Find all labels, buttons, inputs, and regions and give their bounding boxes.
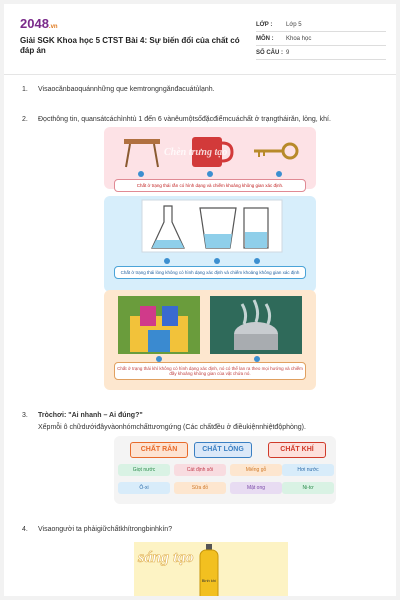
header-divider [4,74,396,75]
stool-icon [124,139,160,144]
figure-caption-gas: Chất ở trạng thái khí không có hình dạng xác định, nó có thể lan ra theo mọi hướng và chiếm đầy khoảng không gian của vật chứa nó. [114,362,306,380]
svg-text:Binh khí: Binh khí [201,578,217,583]
figure-caption-liquid: Chất ở trạng thái lỏng không có hình dạng xác định và chiếm khoảng không gian xác định [114,266,306,279]
page-title: Giải SGK Khoa học 5 CTST Bài 4: Sự biến đổi của chất có đáp án [20,36,240,55]
question-3: 3. Tròchơi: "Ai nhanh – Ai đúng?" [22,412,143,419]
word-tile[interactable]: Sữa đỏ [174,482,226,494]
group-liquid[interactable]: CHẤT LỎNG [194,442,252,458]
question-4: 4. Visaongười ta phảigiữchấtkhítrongbinhkín? [22,526,173,533]
site-logo[interactable]: 2048.vn [20,16,58,31]
watermark-text: sáng tạo [138,549,194,566]
document-page [4,4,396,596]
question-3-instruction: Xếpmỗi ô chữdướiđâyvàonhómchấttươngứng (Các chấtđều ở điềukiệnnhiệtđộphòng). [38,424,306,431]
word-tile[interactable]: Giọt nước [118,464,170,476]
group-solid[interactable]: CHẤT RẮN [130,442,188,458]
figure-solid [104,127,316,189]
meta-row-subject: MÔN : Khoa học [256,32,386,46]
marker-4 [164,258,170,264]
marker-2 [207,171,213,177]
meta-row-count: SỐ CÂU : 9 [256,46,386,60]
word-tile[interactable]: Ô-xi [118,482,170,494]
marker-5 [214,258,220,264]
marker-6 [254,258,260,264]
word-tile[interactable]: Cát định sôi [174,464,226,476]
word-tile[interactable]: Hơi nước [282,464,334,476]
marker-1 [138,171,144,177]
gas-cylinder-illustration [134,542,288,596]
meta-table [256,18,386,60]
word-tile[interactable]: Mật ong [230,482,282,494]
word-tile[interactable]: Ni-tơ [282,482,334,494]
gas-cylinder-icon [200,550,218,596]
meta-row-grade: LỚP : Lớp 5 [256,18,386,32]
solid-objects-illustration [104,131,316,175]
figure-liquid [104,196,316,292]
marker-3 [276,171,282,177]
watermark-text: Chèn trưng tạo [164,147,228,158]
gas-objects-illustration [104,294,316,356]
figure-gas [104,290,316,390]
question-2: 2. Đọcthông tin, quansátcáchìnhtù 1 đến 6 vànêumộtsốđặcđiểmcuáchất ở trạngtháirăn, lỏng, khí. [22,116,331,123]
liquid-containers-illustration [104,198,316,258]
cylinder-valve-icon [206,544,212,550]
sorting-game-board [114,436,336,504]
word-tile[interactable]: Miếng gỗ [230,464,282,476]
key-icon [283,144,297,158]
group-gas[interactable]: CHẤT KHÍ [268,442,326,458]
figure-caption-solid: Chất ở trạng thái rắn có hình dạng và chiếm khoảng không gian xác định. [114,179,306,192]
question-1: 1. Visaocănbaoquánnhững que kemtrongngănđacuátủlạnh. [22,86,215,93]
gas-cylinder-image [134,542,288,596]
